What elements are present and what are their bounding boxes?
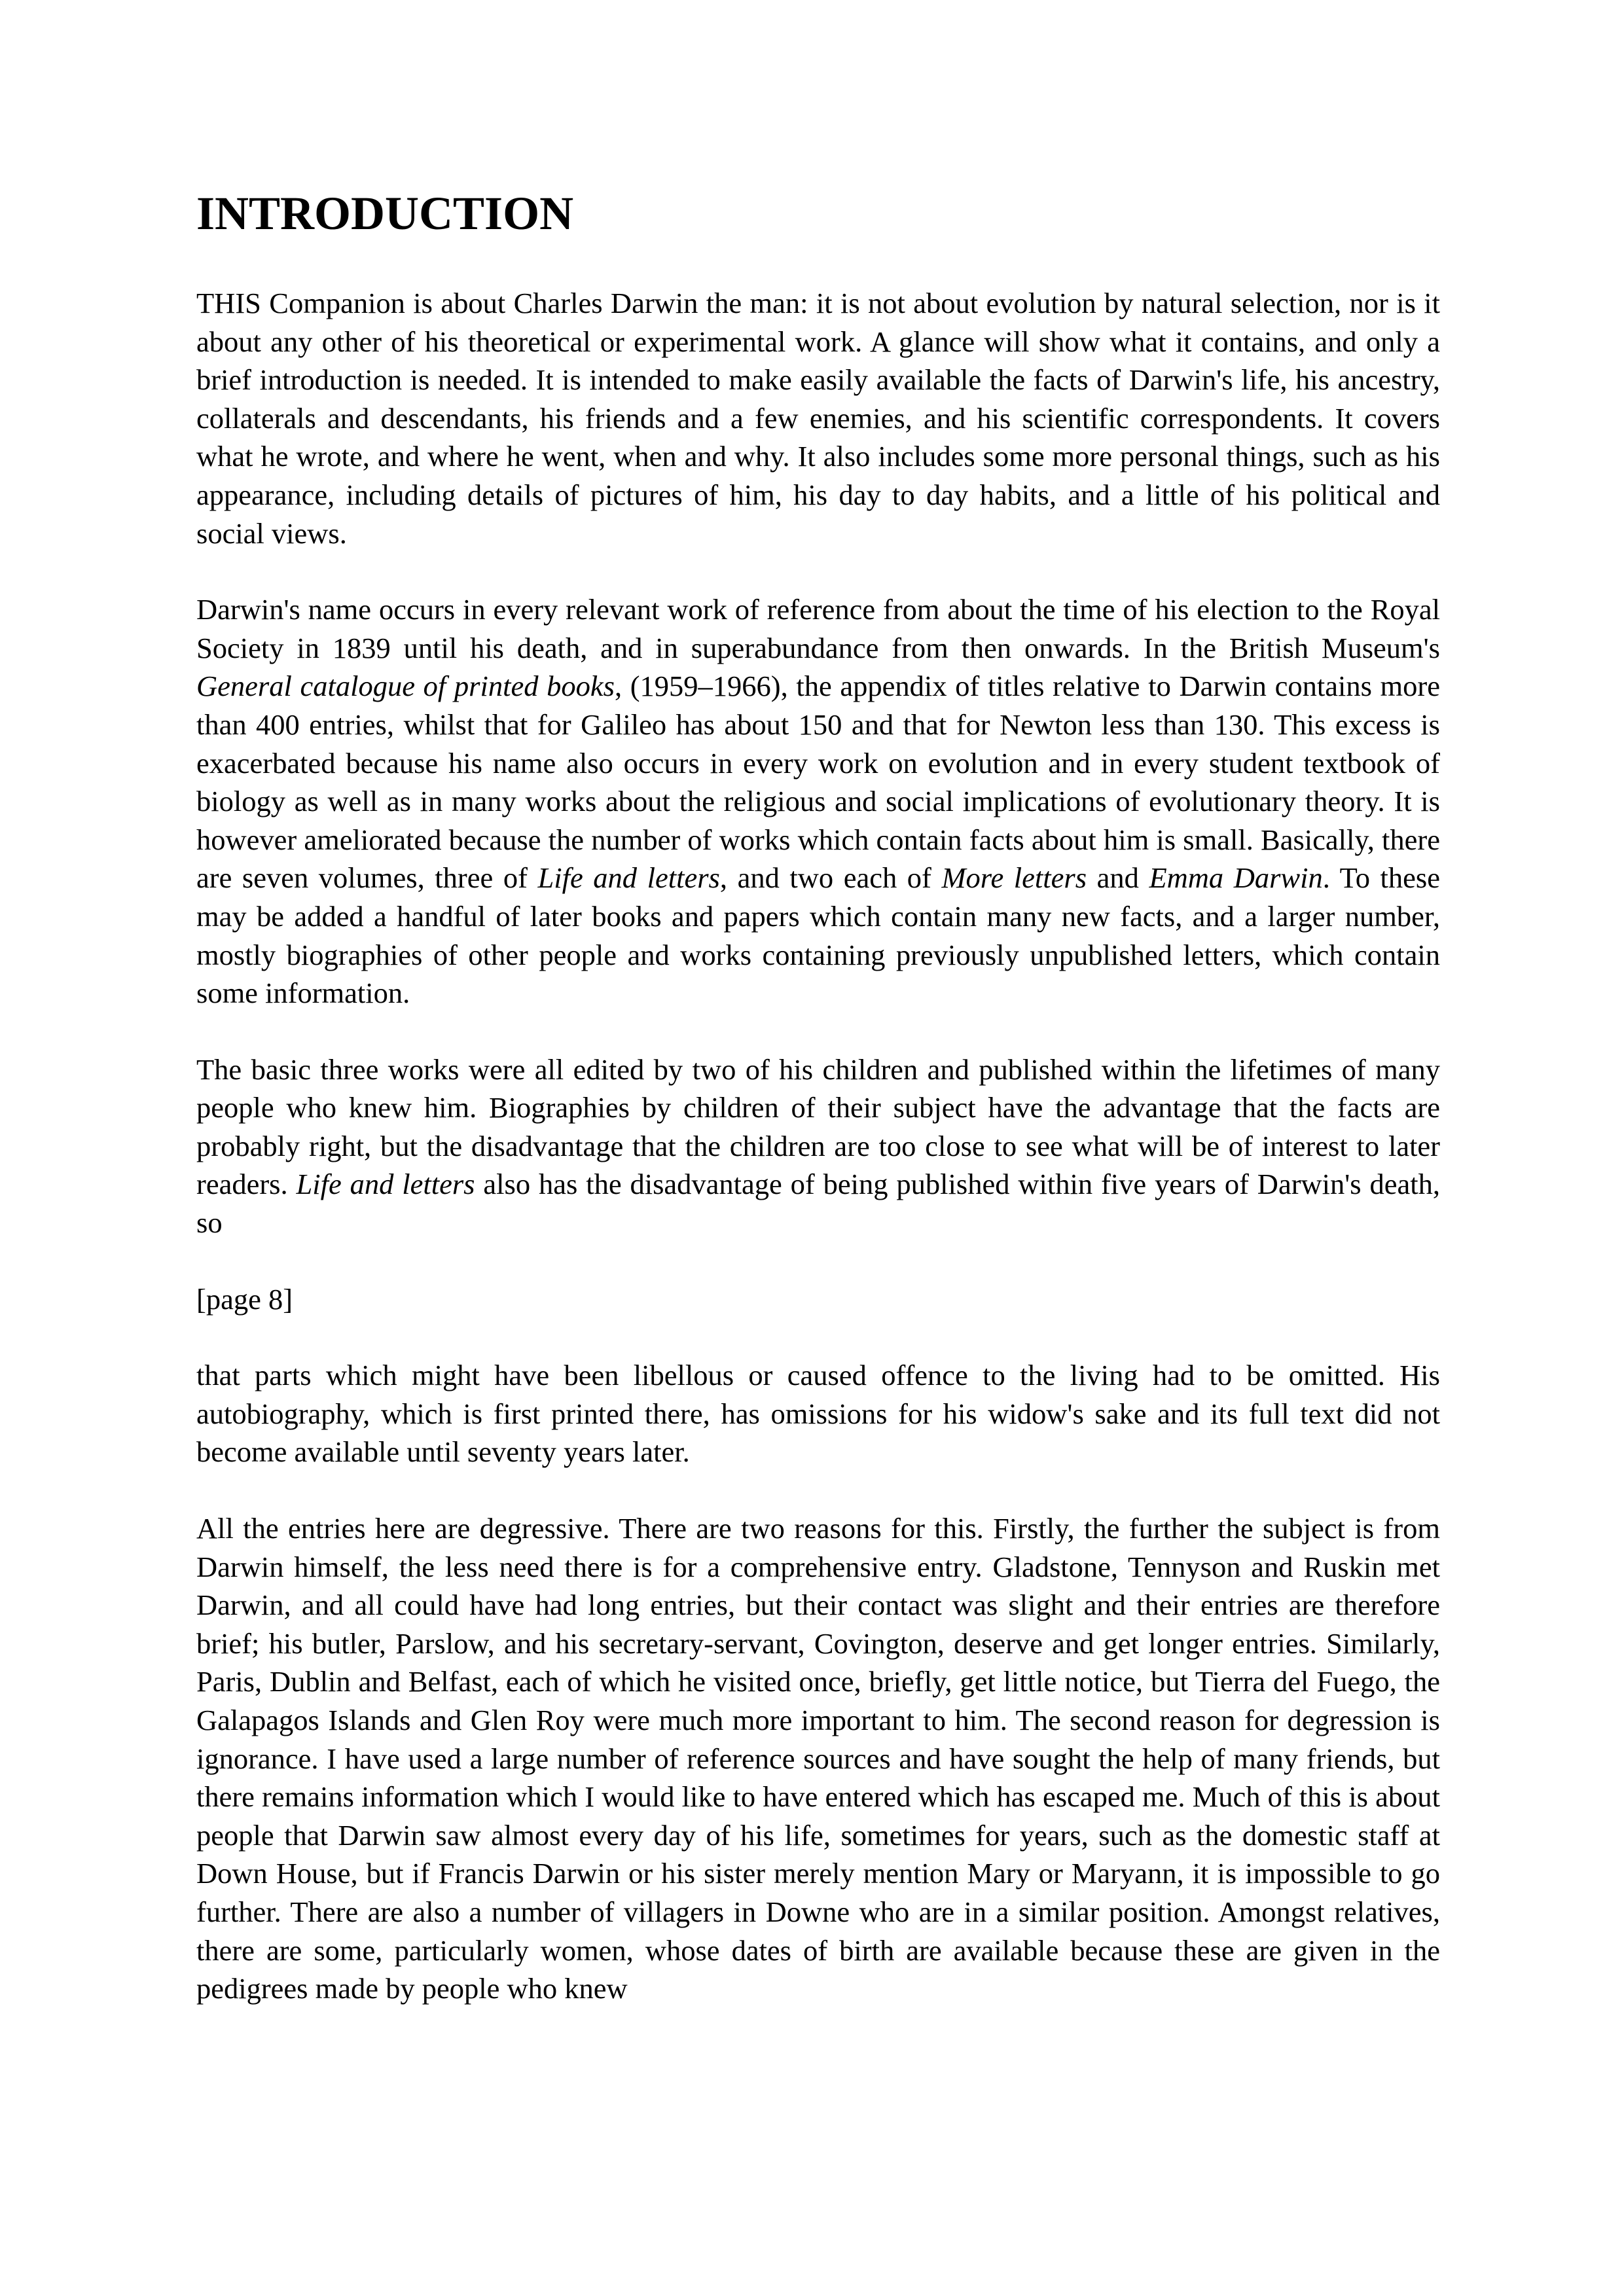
paragraph-4: that parts which might have been libellous or caused offence to the living had to be omitted. His autobiography, which is first printed there, has omissions for his widow's sake and its full text did not become available until seventy years later. xyxy=(196,1359,1440,1469)
italic-title-general-catalogue: General catalogue of printed books xyxy=(196,670,615,703)
italic-title-more-letters: More letters xyxy=(941,861,1087,895)
page-number-marker: [page 8] xyxy=(196,1282,293,1316)
paragraph-5: All the entries here are degressive. There are two reasons for this. Firstly, the further the subject is from Darwin himself, the less need there is for a comprehensive entry. Gladstone, Tennyson and Ruskin met Darwin, and all could have had long entries, but their contact was slight and their entries are therefore brief; his butler, Parslow, and his secretary-servant, Covington, deserve and get longer entries. Similarly, Paris, Dublin and Belfast, each of which he visited once, briefly, get little notice, but Tierra del Fuego, the Galapagos Islands and Glen Roy were much more important to him. The second reason for degression is ignorance. I have used a large number of reference sources and have sought the help of many friends, but there remains information which I would like to have entered which has escaped me. Much of this is about people that Darwin saw almost every day of his life, sometimes for years, such as the domestic staff at Down House, but if Francis Darwin or his sister merely mention Mary or Maryann, it is impossible to go further. There are also a number of villagers in Downe who are in a similar position. Amongst relatives, there are some, particularly women, whose dates of birth are available because these are given in the pedigrees made by people who knew xyxy=(196,1512,1440,2005)
paragraph-3-text-2: also has the disadvantage of being published within five years of Darwin's death, so xyxy=(196,1168,1440,1240)
paragraph-2-text-1: Darwin's name occurs in every relevant work of reference from about the time of his election to the Royal Society in 1839 until his death, and in superabundance from then onwards. In the British Museum's xyxy=(196,593,1440,664)
italic-title-emma-darwin: Emma Darwin xyxy=(1149,861,1323,895)
paragraph-3 xyxy=(196,1050,1440,1242)
italic-title-life-and-letters: Life and letters xyxy=(537,861,720,895)
paragraph-3-text-1: The basic three works were all edited by two of his children and published within the lifetimes of many people who knew him. Biographies by children of their subject have the advantage that the facts are probably right, but the disadvantage that the children are too close to see what will be of interest to later readers. xyxy=(196,1052,1440,1201)
paragraph-2-text-2: , (1959–1966), the appendix of titles relative to Darwin contains more than 400 entries, whilst that for Galileo has about 150 and that for Newton less than 130. This excess is exacerbated because his name also occurs in every work on evolution and in every student textbook of biology as well as in many works about the religious and social implications of evolutionary theory. It is however ameliorated because the number of works which contain facts about him is small. Basically, there are seven volumes, three of xyxy=(196,670,1440,895)
paragraph-2 xyxy=(196,590,1440,1013)
paragraph-1: THIS Companion is about Charles Darwin the man: it is not about evolution by natural selection, nor is it about any other of his theoretical or experimental work. A glance will show what it contains, and only a brief introduction is needed. It is intended to make easily available the facts of Darwin's life, his ancestry, collaterals and descendants, his friends and a few enemies, and his scientific correspondents. It covers what he wrote, and where he went, when and why. It also includes some more personal things, such as his appearance, including details of pictures of him, his day to day habits, and a little of his political and social views. xyxy=(196,287,1440,550)
paragraph-2-text-3: , and two each of xyxy=(719,861,942,895)
page-title: INTRODUCTION xyxy=(196,187,574,240)
italic-title-life-and-letters-2: Life and letters xyxy=(296,1168,475,1201)
paragraph-2-text-4: and xyxy=(1087,861,1149,895)
paragraph-2-text-5: . To these may be added a handful of later books and papers which contain many new facts, and a larger number, mostly biographies of other people and works containing previously unpublished letters, which contain some information. xyxy=(196,861,1440,1010)
document-page xyxy=(196,187,1440,2046)
